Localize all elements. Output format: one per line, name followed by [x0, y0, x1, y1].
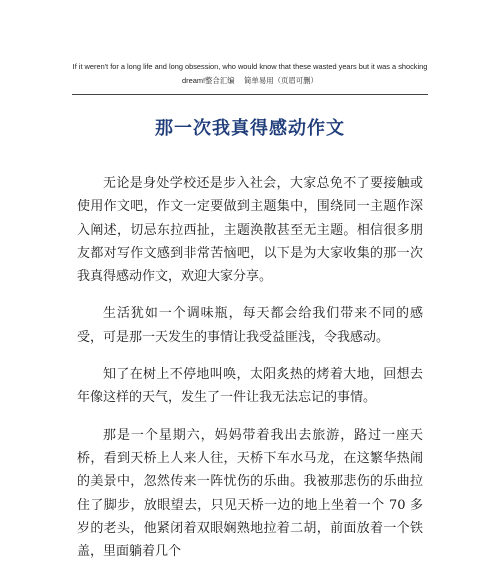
document-title: 那一次我真得感动作文 — [155, 118, 345, 139]
header-text-line-2: dream!整合汇编 简单易用（页眉可删） — [182, 76, 318, 85]
paragraph-2: 生活犹如一个调味瓶，每天都会给我们带来不同的感受，可是那一天发生的事情让我受益匪浅，令我感动。 — [77, 306, 423, 345]
header-text-line-1: If it weren't for a long life and long obsession, who would know that these wasted years but it was a shocking — [72, 62, 428, 71]
paragraph-3: 知了在树上不停地叫唤，太阳炙热的烤着大地，回想去年像这样的天气，发生了一件让我无法忘记的事情。 — [77, 367, 423, 406]
page-header — [70, 60, 430, 88]
paragraph-4: 那是一个星期六，妈妈带着我出去旅游，路过一座天桥，看到天桥上人来人往，天桥下车水马龙，在这繁华热闹的美景中，忽然传来一阵忧伤的乐曲。我被那悲伤的乐曲拉住了脚步，放眼望去，只见天桥一边的地上坐着一个 70 多岁的老头，他紧闭着双眼娴熟地拉着二胡，前面放着一个铁盖，里面躺着几个 — [77, 427, 423, 560]
paragraph-1: 无论是身处学校还是步入社会，大家总免不了要接触或使用作文吧，作文一定要做到主题集中，围绕同一主题作深入阐述，切忌东拉西扯，主题涣散甚至无主题。相信很多朋友都对写作文感到非常苦恼吧，以下是为大家收集的那一次我真得感动作文，欢迎大家分享。 — [77, 176, 423, 285]
document-body — [77, 172, 423, 577]
header-divider — [72, 94, 428, 95]
